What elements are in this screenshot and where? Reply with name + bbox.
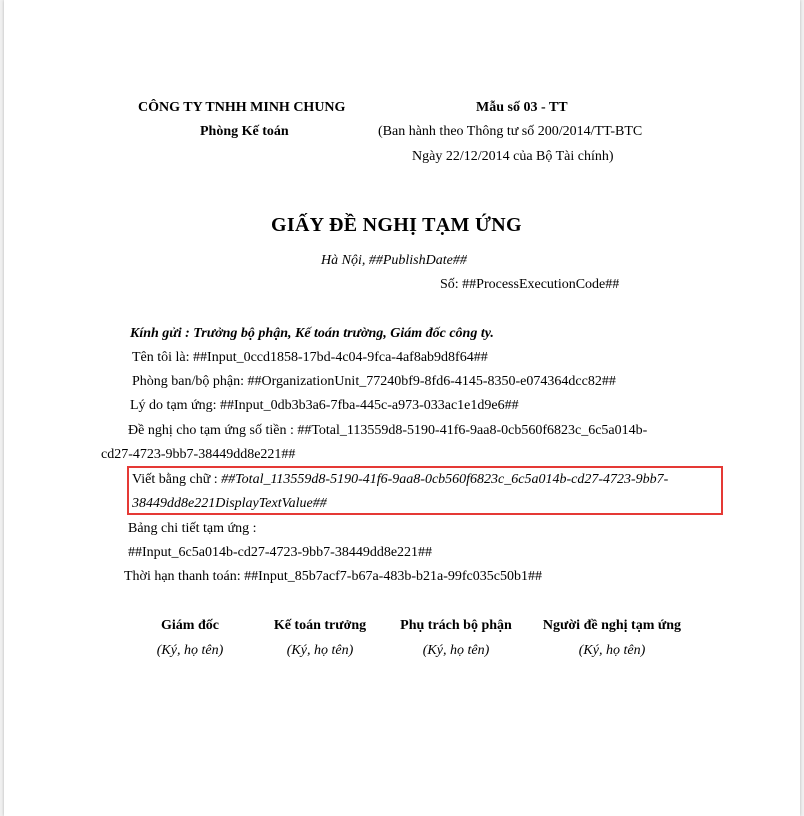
form-number: Mẫu số 03 - TT [476, 100, 568, 115]
department-name: Phòng Kế toán [200, 124, 289, 139]
signature-role: Giám đốc [161, 618, 219, 633]
signature-director [140, 617, 240, 660]
signature-requester [532, 617, 692, 660]
name-line: Tên tôi là: ##Input_0ccd1858-17bd-4c04-9fca-4af8ab9d8f64## [132, 350, 488, 365]
department-line: Phòng ban/bộ phận: ##OrganizationUnit_77240bf9-8fd6-4145-8350-e074364dcc82## [132, 374, 616, 389]
document-title: GIẤY ĐỀ NGHỊ TẠM ỨNG [271, 214, 522, 236]
signature-chief-accountant [260, 617, 380, 660]
addressee: Kính gửi : Trưởng bộ phận, Kế toán trường, Giám đốc công ty. [130, 326, 494, 341]
detail-label: Bảng chi tiết tạm ứng : [128, 521, 257, 536]
amount-line-2: cd27-4723-9bb7-38449dd8e221## [101, 447, 296, 462]
signature-role: Kế toán trưởng [273, 618, 367, 633]
place-date: Hà Nội, ##PublishDate## [321, 253, 467, 268]
company-name: CÔNG TY TNHH MINH CHUNG [138, 100, 346, 115]
signature-hint: (Ký, họ tên) [286, 643, 354, 658]
amount-in-words [132, 471, 668, 489]
words-value-line-1: ##Total_113559d8-5190-41f6-9aa8-0cb560f6823c_6c5a014b-cd27-4723-9bb7- [221, 472, 669, 487]
words-value-line-2: 38449dd8e221DisplayTextValue## [132, 496, 327, 511]
detail-value: ##Input_6c5a014b-cd27-4723-9bb7-38449dd8e221## [128, 545, 433, 560]
reason-line: Lý do tạm ứng: ##Input_0db3b3a6-7fba-445c-a973-033ac1e1d9e6## [130, 398, 519, 413]
signature-role: Phụ trách bộ phận [400, 618, 512, 633]
signature-role: Người đề nghị tạm ứng [542, 618, 682, 633]
regulation-line-2: Ngày 22/12/2014 của Bộ Tài chính) [412, 149, 614, 164]
words-label: Viết bằng chữ : [132, 472, 222, 487]
deadline-line: Thời hạn thanh toán: ##Input_85b7acf7-b67a-483b-b21a-99fc035c50b1## [124, 569, 542, 584]
document-number: Số: ##ProcessExecutionCode## [440, 277, 620, 292]
regulation-line-1: (Ban hành theo Thông tư số 200/2014/TT-BTC [378, 124, 643, 139]
signature-hint: (Ký, họ tên) [156, 643, 224, 658]
signature-department-head [388, 617, 524, 660]
amount-line-1: Đề nghị cho tạm ứng số tiền : ##Total_113559d8-5190-41f6-9aa8-0cb560f6823c_6c5a014b- [128, 423, 648, 438]
document-page [4, 0, 800, 816]
signature-hint: (Ký, họ tên) [422, 643, 490, 658]
signature-hint: (Ký, họ tên) [578, 643, 646, 658]
